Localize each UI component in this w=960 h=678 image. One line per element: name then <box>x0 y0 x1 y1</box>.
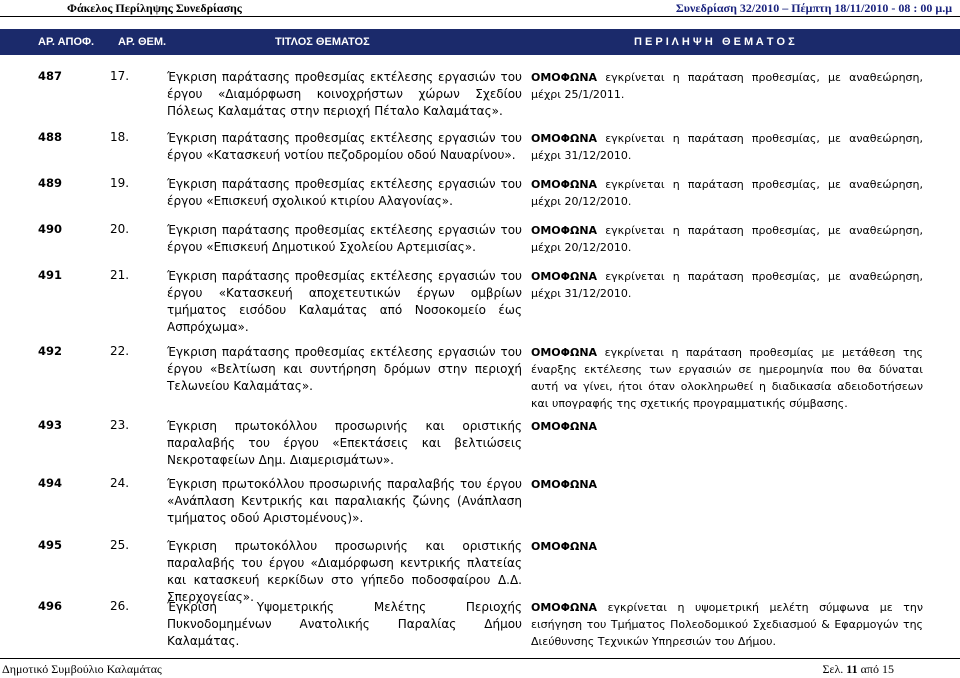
decision-summary <box>531 599 923 650</box>
decision-number: 491 <box>38 268 63 282</box>
subject-title: Έγκριση παράτασης προθεσμίας εκτέλεσης εργασιών του έργου «Κατασκευή αποχετευτικών έργων ομβρίων τμήματος εισόδου Καλαμάτας από Νοσοκομείο έως Ασπρόχωμα». <box>167 269 522 334</box>
decision-summary <box>531 538 923 555</box>
decision-verdict: ΟΜΟΦΩΝΑ <box>531 270 598 283</box>
decision-number: 496 <box>38 599 63 613</box>
decision-number: 489 <box>38 176 63 190</box>
decision-summary <box>531 222 923 256</box>
decision-number: 487 <box>38 69 63 83</box>
footer-page-current: 11 <box>846 662 858 676</box>
subject-number: 24. <box>110 476 130 490</box>
subject-number: 21. <box>110 268 130 282</box>
subject-number: 20. <box>110 222 130 236</box>
footer-council: Δημοτικό Συμβούλιο Καλαμάτας <box>2 662 162 676</box>
decision-text: εγκρίνεται η υψομετρική μελέτη σύμφωνα με την εισήγηση του Τμήματος Πολεοδομικού Σχεδιασμού & Εφαρμογών της Διεύθυνσης Τεχνικών Υπηρεσιών του Δήμου. <box>531 601 923 648</box>
decision-verdict: ΟΜΟΦΩΝΑ <box>531 478 598 491</box>
decision-text: εγκρίνεται η παράταση προθεσμίας, με αναθεώρηση, μέχρι 31/12/2010. <box>531 270 923 300</box>
col-ap-apof: ΑΡ. ΑΠΟΦ. <box>38 36 95 48</box>
decision-number: 492 <box>38 344 63 358</box>
decision-verdict: ΟΜΟΦΩΝΑ <box>531 346 598 359</box>
header-right: Συνεδρίαση 32/2010 – Πέμπτη 18/11/2010 - 08 : 00 μ.μ <box>675 1 952 15</box>
decision-verdict: ΟΜΟΦΩΝΑ <box>531 540 598 553</box>
decision-summary <box>531 69 923 103</box>
subject-title: Έγκριση παράτασης προθεσμίας εκτέλεσης εργασιών του έργου «Επισκευή Δημοτικού Σχολείου Αρτεμισίας». <box>167 223 522 254</box>
subject-title: Έγκριση πρωτοκόλλου προσωρινής και οριστικής παραλαβής του έργου «Επεκτάσεις και βελτιώσεις Νεκροταφείων Δημ. Διαμερισμάτων». <box>167 419 522 467</box>
decision-verdict: ΟΜΟΦΩΝΑ <box>531 132 598 145</box>
decision-number: 494 <box>38 476 63 490</box>
decision-number: 493 <box>38 418 63 432</box>
subject-title: Έγκριση παράτασης προθεσμίας εκτέλεσης εργασιών του έργου «Βελτίωση και συντήρηση δρόμων στην περιοχή Τελωνείου Καλαμάτας». <box>167 345 522 393</box>
decision-summary <box>531 176 923 210</box>
page-header <box>0 0 960 17</box>
decision-verdict: ΟΜΟΦΩΝΑ <box>531 224 598 237</box>
decision-text: εγκρίνεται η παράταση προθεσμίας, με αναθεώρηση, μέχρι 20/12/2010. <box>531 178 923 208</box>
column-header-bar <box>0 29 960 55</box>
decision-number: 488 <box>38 130 63 144</box>
decision-verdict: ΟΜΟΦΩΝΑ <box>531 420 598 433</box>
decision-text: εγκρίνεται η παράταση προθεσμίας, με αναθεώρηση, μέχρι 31/12/2010. <box>531 132 923 162</box>
col-perilipsi: Π Ε Ρ Ι Λ Η Ψ Η Θ Ε Μ Α Τ Ο Σ <box>634 36 795 48</box>
subject-number: 23. <box>110 418 130 432</box>
subject-number: 18. <box>110 130 130 144</box>
decision-verdict: ΟΜΟΦΩΝΑ <box>531 178 598 191</box>
decision-summary <box>531 476 923 493</box>
subject-number: 26. <box>110 599 130 613</box>
decision-number: 495 <box>38 538 63 552</box>
footer-page-number <box>822 662 894 677</box>
header-left: Φάκελος Περίληψης Συνεδρίασης <box>67 1 242 15</box>
footer-page-prefix: Σελ. <box>822 662 844 676</box>
col-titlos: ΤΙΤΛΟΣ ΘΕΜΑΤΟΣ <box>275 36 370 48</box>
decision-verdict: ΟΜΟΦΩΝΑ <box>531 71 598 84</box>
subject-title: Έγκριση πρωτοκόλλου προσωρινής και οριστικής παραλαβής του έργου «Διαμόρφωση κεντρικής πλατείας και κατασκευή κερκίδων στο γήπεδο ποδοσφαίρου Δ.Δ. Σπερχογείας». <box>167 539 522 604</box>
decision-summary <box>531 268 923 302</box>
decision-number: 490 <box>38 222 63 236</box>
subject-title: Έγκριση παράτασης προθεσμίας εκτέλεσης εργασιών του έργου «Διαμόρφωση κοινοχρήστων χώρων Σχεδίου Πόλεως Καλαμάτας στην περιοχή Πέταλο Καλαμάτας». <box>167 70 522 118</box>
subject-number: 25. <box>110 538 130 552</box>
decision-summary <box>531 130 923 164</box>
subject-number: 19. <box>110 176 130 190</box>
col-ap-them: ΑΡ. ΘΕΜ. <box>118 36 167 48</box>
subject-number: 17. <box>110 69 130 83</box>
subject-number: 22. <box>110 344 130 358</box>
decision-text: εγκρίνεται η παράταση προθεσμίας, με αναθεώρηση, μέχρι 20/12/2010. <box>531 224 923 254</box>
footer-page-mid: από <box>860 662 879 676</box>
subject-title: Έγκριση Υψομετρικής Μελέτης Περιοχής Πυκνοδομημένων Ανατολικής Παραλίας Δήμου Καλαμάτας. <box>167 600 522 648</box>
footer-page-total: 15 <box>882 662 894 676</box>
decision-text: εγκρίνεται η παράταση προθεσμίας με μετάθεση της έναρξης εκτέλεσης των εργασιών σε ημερομηνία που θα δύναται αυτή να γίνει, ήτοι όταν ολοκληρωθεί η διαδικασία αδειοδοτήσεων και υπογραφής της σχετικής προγραμματικής σύμβασης. <box>531 346 923 410</box>
subject-title: Έγκριση πρωτοκόλλου προσωρινής παραλαβής του έργου «Ανάπλαση Κεντρικής και παραλιακής ζώνης (Ανάπλαση τμήματος οδού Αριστομένους)». <box>167 477 522 525</box>
decision-summary <box>531 418 923 435</box>
page-footer <box>0 658 960 678</box>
decision-verdict: ΟΜΟΦΩΝΑ <box>531 601 598 614</box>
decision-summary <box>531 344 923 412</box>
decision-text: εγκρίνεται η παράταση προθεσμίας, με αναθεώρηση, μέχρι 25/1/2011. <box>531 71 923 101</box>
subject-title: Έγκριση παράτασης προθεσμίας εκτέλεσης εργασιών του έργου «Επισκευή σχολικού κτιρίου Αλαγονίας». <box>167 177 522 208</box>
subject-title: Έγκριση παράτασης προθεσμίας εκτέλεσης εργασιών του έργου «Κατασκευή νοτίου πεζοδρομίου οδού Ναυαρίνου». <box>167 131 522 162</box>
